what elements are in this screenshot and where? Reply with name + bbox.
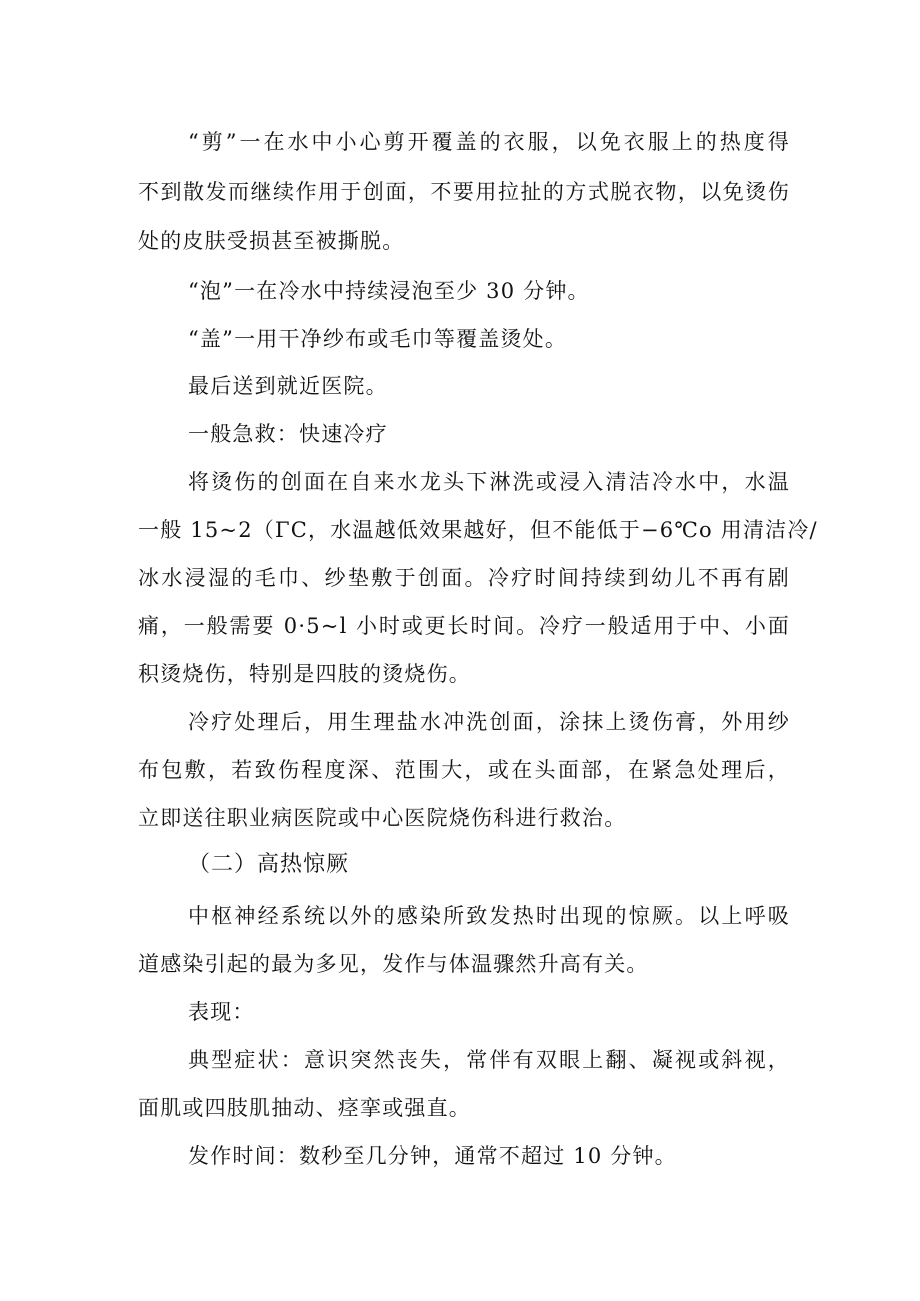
paragraph-after-cooling-line-3: 立即送往职业病医院或中心医院烧伤科进行救治。 (138, 806, 627, 830)
paragraph-definition-line-1: 中枢神经系统以外的感染所致发热时出现的惊厥。以上呼吸 (188, 904, 790, 928)
paragraph-general-aid: 一般急救：快速冷疗 (188, 422, 388, 446)
paragraph-symptoms-line-2: 面肌或四肢肌抽动、痉挛或强直。 (138, 1096, 471, 1120)
paragraph-cooling-line-5: 积烫烧伤，特别是四肢的烫烧伤。 (138, 662, 471, 686)
paragraph-definition-line-2: 道感染引起的最为多见，发作与体温骤然升高有关。 (138, 952, 649, 976)
paragraph-manifestation: 表现： (188, 1000, 255, 1024)
paragraph-cooling-line-2: 一般 15~2（ΓC，水温越低效果越好，但不能低于−6℃o 用清洁冷/ (138, 518, 818, 542)
paragraph-cut-line-2: 不到散发而继续作用于创面，不要用拉扯的方式脱衣物，以免烫伤 (138, 180, 790, 204)
paragraph-soak: “泡”一在冷水中持续浸泡至少 30 分钟。 (188, 279, 590, 303)
paragraph-cooling-line-1: 将烫伤的创面在自来水龙头下淋洗或浸入清洁冷水中，水温 (188, 470, 790, 494)
paragraph-after-cooling-line-1: 冷疗处理后，用生理盐水冲洗创面，涂抹上烫伤膏，外用纱 (188, 710, 790, 734)
paragraph-symptoms-line-1: 典型症状：意识突然丧失，常伴有双眼上翻、凝视或斜视， (188, 1048, 790, 1072)
paragraph-after-cooling-line-2: 布包敷，若致伤程度深、范围大，或在头面部，在紧急处理后， (138, 758, 790, 782)
paragraph-cut-line-1: “剪”一在水中小心剪开覆盖的衣服，以免衣服上的热度得 (188, 130, 790, 154)
paragraph-cooling-line-4: 痛，一般需要 0·5~l 小时或更长时间。冷疗一般适用于中、小面 (138, 614, 790, 638)
paragraph-cooling-line-3: 冰水浸湿的毛巾、纱垫敷于创面。冷疗时间持续到幼儿不再有剧 (138, 566, 790, 590)
section-heading: （二）高热惊厥 (188, 852, 350, 877)
paragraph-cover: “盖”一用干净纱布或毛巾等覆盖烫处。 (188, 327, 568, 351)
paragraph-cut-line-3: 处的皮肤受损甚至被撕脱。 (138, 229, 405, 253)
paragraph-hospital: 最后送到就近医院。 (188, 374, 388, 398)
paragraph-duration: 发作时间：数秒至几分钟，通常不超过 10 分钟。 (188, 1144, 677, 1168)
